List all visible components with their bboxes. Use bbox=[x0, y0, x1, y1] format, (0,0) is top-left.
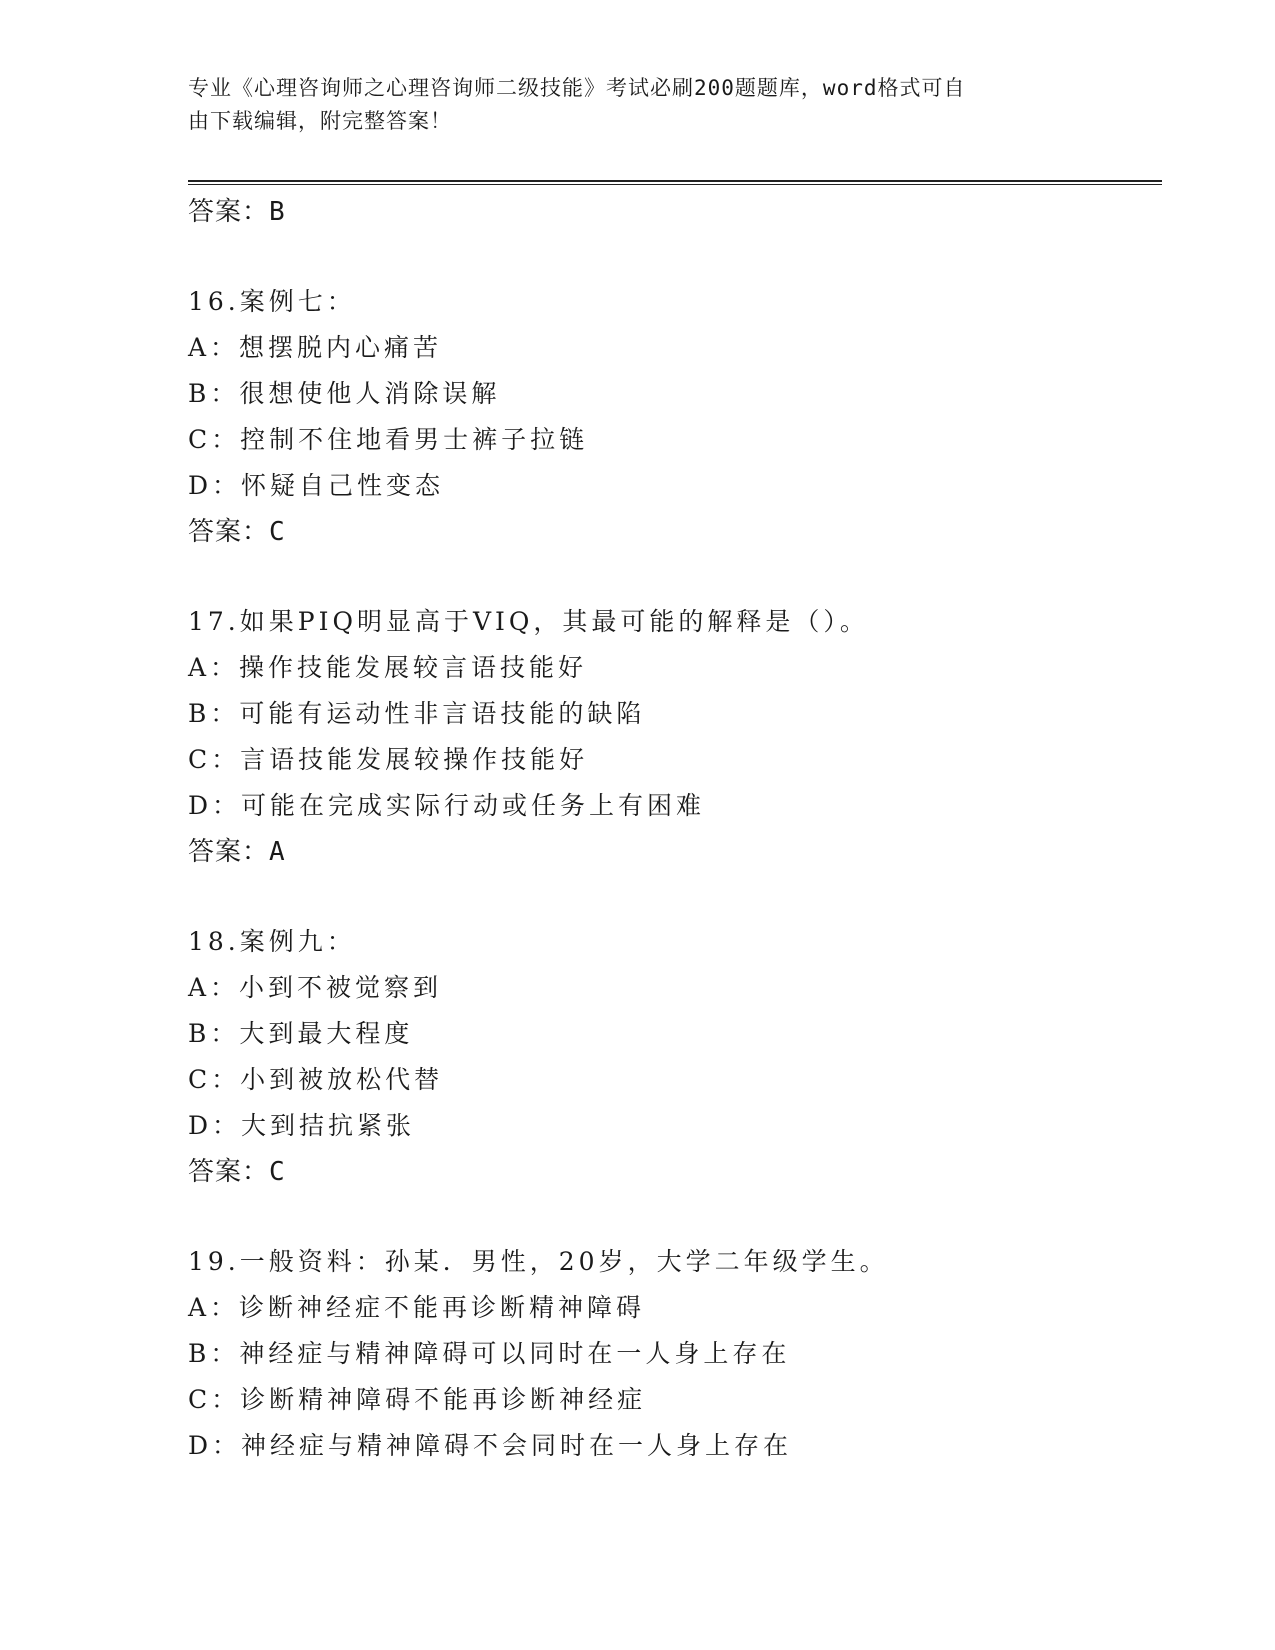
option-b: B：可能有运动性非言语技能的缺陷 bbox=[188, 699, 646, 728]
question-stem: 17.如果PIQ明显高于VIQ，其最可能的解释是（）。 bbox=[188, 607, 869, 636]
option-a: A：想摆脱内心痛苦 bbox=[188, 333, 443, 362]
option-d: D：怀疑自己性变态 bbox=[188, 471, 445, 500]
option-c: C：控制不住地看男士裤子拉链 bbox=[188, 425, 589, 454]
option-c: C：小到被放松代替 bbox=[188, 1065, 444, 1094]
option-d: D：神经症与精神障碍不会同时在一人身上存在 bbox=[188, 1431, 793, 1460]
option-d: D：大到拮抗紧张 bbox=[188, 1111, 416, 1140]
header-divider bbox=[188, 180, 1162, 185]
answer-line: 答案：C bbox=[188, 1157, 286, 1187]
option-c: C：言语技能发展较操作技能好 bbox=[188, 745, 589, 774]
option-a: A：诊断神经症不能再诊断精神障碍 bbox=[188, 1293, 646, 1322]
answer-line: 答案：C bbox=[188, 517, 286, 547]
question-stem: 19.一般资料：孙某．男性，20岁，大学二年级学生。 bbox=[188, 1247, 889, 1276]
option-b: B：神经症与精神障碍可以同时在一人身上存在 bbox=[188, 1339, 791, 1368]
answer-line: 答案：B bbox=[188, 197, 286, 227]
header-line-1: 专业《心理咨询师之心理咨询师二级技能》考试必刷200题题库，word格式可自 bbox=[188, 76, 966, 100]
option-b: B：大到最大程度 bbox=[188, 1019, 414, 1048]
option-c: C：诊断精神障碍不能再诊断神经症 bbox=[188, 1385, 647, 1414]
answer-line: 答案：A bbox=[188, 837, 286, 867]
option-d: D：可能在完成实际行动或任务上有困难 bbox=[188, 791, 706, 820]
question-19 bbox=[188, 1239, 1158, 1469]
question-18 bbox=[188, 919, 1158, 1195]
question-stem: 16.案例七： bbox=[188, 287, 356, 316]
question-stem: 18.案例九： bbox=[188, 927, 356, 956]
question-16 bbox=[188, 279, 1158, 555]
page-header bbox=[188, 72, 1088, 138]
option-a: A：小到不被觉察到 bbox=[188, 973, 443, 1002]
question-17 bbox=[188, 599, 1158, 875]
question-list bbox=[188, 189, 1158, 1469]
header-line-2: 由下载编辑，附完整答案！ bbox=[188, 109, 452, 133]
option-a: A：操作技能发展较言语技能好 bbox=[188, 653, 588, 682]
option-b: B：很想使他人消除误解 bbox=[188, 379, 501, 408]
